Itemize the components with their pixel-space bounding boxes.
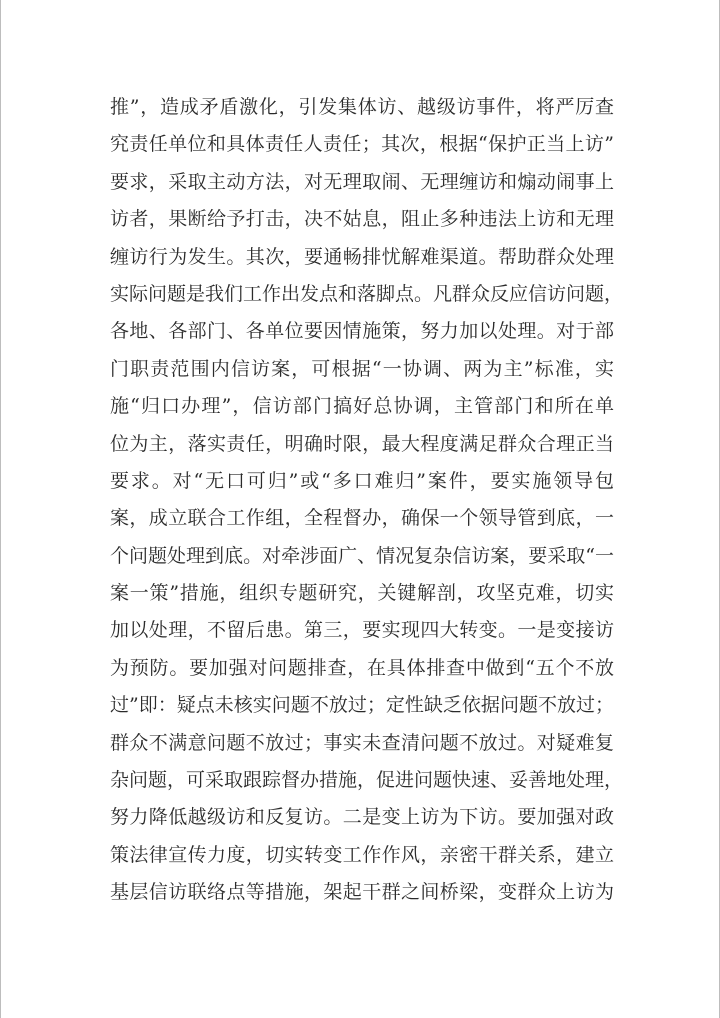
text-line: 要求。对“无口可归”或“多口难归”案件，要实施领导包: [110, 469, 614, 492]
text-line: 基层信访联络点等措施，架起干群之间桥梁，变群众上访为: [110, 881, 614, 904]
text-line: 策法律宣传力度，切实转变工作作风，亲密干群关系，建立: [110, 843, 614, 866]
text-line: 加以处理，不留后患。第三，要实现四大转变。一是变接访: [110, 619, 614, 642]
text-line: 案一策”措施，组织专题研究，关键解剖，攻坚克难，切实: [110, 582, 614, 605]
text-line: 各地、各部门、各单位要因情施策，努力加以处理。对于部: [110, 320, 614, 343]
body-text: [110, 89, 624, 912]
text-line: 推”，造成矛盾激化，引发集体访、越级访事件，将严厉查: [110, 96, 614, 118]
text-line: 位为主，落实责任，明确时限，最大程度满足群众合理正当: [110, 432, 614, 455]
text-line: 要求，采取主动方法，对无理取闹、无理缠访和煽动闹事上: [110, 170, 614, 193]
text-line: 杂问题，可采取跟踪督办措施，促进问题快速、妥善地处理，: [110, 769, 624, 792]
text-line: 门职责范围内信访案，可根据“一协调、两为主”标准，实: [110, 357, 614, 380]
text-line: 个问题处理到底。对牵涉面广、情况复杂信访案，要采取“一: [110, 544, 614, 567]
text-line: 努力降低越级访和反复访。二是变上访为下访。要加强对政: [110, 806, 614, 829]
text-line: 施“归口办理”，信访部门搞好总协调，主管部门和所在单: [110, 395, 614, 418]
text-line: 实际问题是我们工作出发点和落脚点。凡群众反应信访问题，: [110, 282, 624, 305]
text-line: 究责任单位和具体责任人责任；其次，根据“保护正当上访”: [110, 133, 614, 156]
text-line: 为预防。要加强对问题排查，在具体排查中做到“五个不放: [110, 656, 614, 679]
text-line: 过”即：疑点未核实问题不放过；定性缺乏依据问题不放过；: [110, 694, 614, 717]
text-line: 访者，果断给予打击，决不姑息，阻止多种违法上访和无理: [110, 208, 614, 231]
text-line: 群众不满意问题不放过；事实未查清问题不放过。对疑难复: [110, 731, 614, 754]
text-line: 案，成立联合工作组，全程督办，确保一个领导管到底，一: [110, 507, 614, 530]
text-line: 缠访行为发生。其次，要通畅排忧解难渠道。帮助群众处理: [110, 245, 614, 268]
